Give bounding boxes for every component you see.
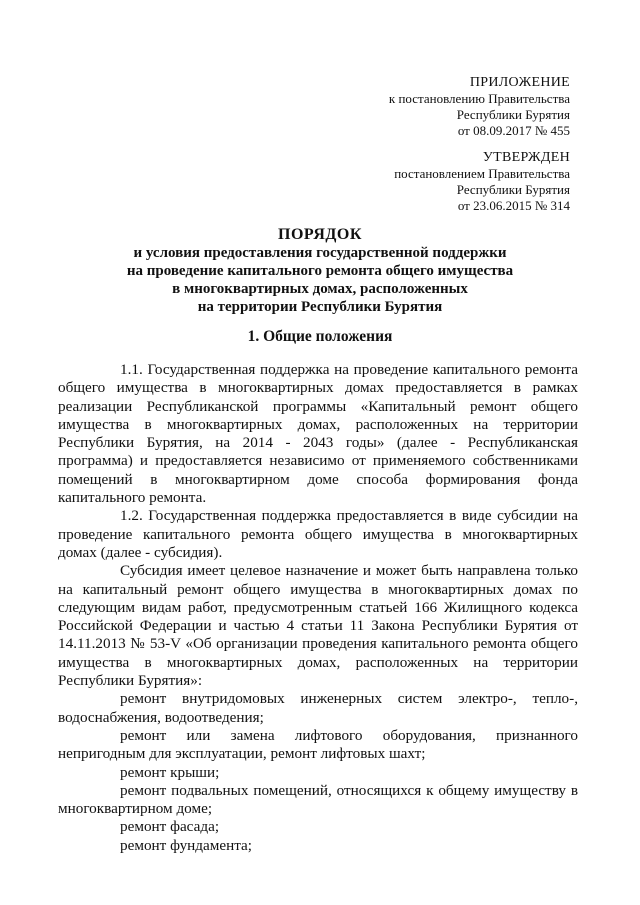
paragraph: ремонт фундамента; — [120, 836, 253, 854]
title-subtitle-line: на территории Республики Бурятия — [197, 299, 443, 315]
appendix-line: от 08.09.2017 № 455 — [457, 123, 570, 138]
appendix-caption: ПРИЛОЖЕНИЕ — [469, 75, 570, 90]
appendix-line: Республики Бурятия — [456, 107, 570, 122]
paragraph: 1.1. Государственная поддержка на проведение капитального ремонта общего имущества в многоквартирных домах предоставляется в рамках реализации Республиканской программы «Капитальный ремонт общего имущества в многоквартирных домах, расположенных на территории Республики Бурятия, на 2014 - 2043 годы» (далее - Республиканская программа) и предоставляется независимо от применяемого собственниками помещений в многоквартирном доме способа формирования фонда капитального ремонта. — [58, 361, 578, 507]
approved-line: от 23.06.2015 № 314 — [457, 198, 570, 213]
title-main: ПОРЯДОК — [278, 226, 362, 243]
paragraph: ремонт или замена лифтового оборудования, признанного непригодным для эксплуатации, ремонт лифтовых шахт; — [58, 726, 578, 763]
title-subtitle-line: в многоквартирных домах, расположенных — [172, 281, 468, 297]
document-body — [58, 361, 578, 855]
approved-caption: УТВЕРЖДЕН — [482, 150, 570, 165]
paragraph: ремонт внутридомовых инженерных систем электро-, тепло-, водоснабжения, водоотведения; — [58, 690, 578, 726]
appendix-line: к постановлению Правительства — [388, 91, 570, 106]
title-subtitle-line: и условия предоставления государственной поддержки — [133, 245, 507, 261]
paragraph: ремонт подвальных помещений, относящихся к общему имуществу в многоквартирном доме; — [58, 781, 578, 818]
document-title — [70, 226, 570, 316]
section-heading: 1. Общие положения — [247, 328, 393, 345]
appendix-header — [250, 75, 570, 139]
paragraph: ремонт крыши; — [120, 763, 220, 781]
title-subtitle-line: на проведение капитального ремонта общего имущества — [126, 263, 514, 279]
paragraph: 1.2. Государственная поддержка предоставляется в виде субсидии на проведение капитального ремонта общего имущества в многоквартирных домах (далее - субсидия). — [58, 507, 578, 561]
approved-header — [250, 150, 570, 214]
paragraph: Субсидия имеет целевое назначение и может быть направлена только на капитальный ремонт общего имущества в многоквартирных домах по следующим видам работ, предусмотренным статьей 166 Жилищного кодекса Российской Федерации и частью 4 статьи 11 Закона Республики Бурятия от 14.11.2013 № 53-V «Об организации проведения капитального ремонта общего имущества в многоквартирных домах, расположенных на территории Республики Бурятия»: — [58, 562, 578, 690]
approved-line: Республики Бурятия — [456, 182, 570, 197]
approved-line: постановлением Правительства — [394, 166, 570, 181]
paragraph: ремонт фасада; — [120, 818, 220, 836]
